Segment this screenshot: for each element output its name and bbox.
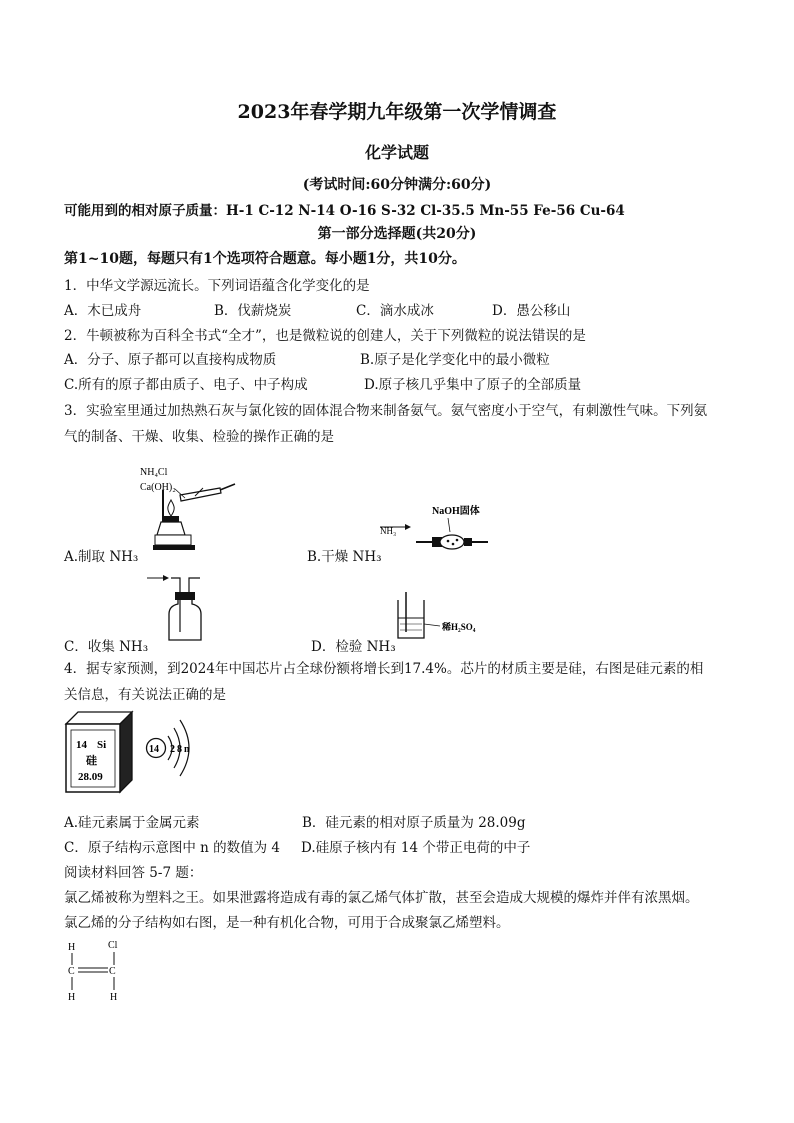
q2-option-d: D.原子核几乎集中了原子的全部质量	[364, 377, 582, 393]
mol-atom-h-top: H	[68, 942, 76, 953]
q4-option-a: A.硅元素属于金属元素	[64, 815, 200, 831]
silicon-atom-diagram	[144, 712, 204, 782]
q1-option-d: D．愚公移山	[492, 303, 571, 319]
atom-shell-2: 8	[177, 744, 182, 755]
exam-info: (考试时间:60分钟满分:60分)	[302, 177, 492, 193]
element-number: 14	[76, 739, 87, 751]
vinyl-chloride-structure	[64, 938, 134, 1006]
reading-line2: 氯乙烯的分子结构如右图，是一种有机化合物，可用于合成聚氯乙烯塑料。	[64, 915, 510, 931]
q3-option-b: B.干燥 NH₃	[307, 549, 382, 565]
fig-b-gas-label: NH₃	[380, 526, 397, 536]
q4-stem-line1: 4．据专家预测，到2024年中国芯片占全球份额将增长到17.4%。芯片的材质主要是硅，右图是硅元素的相	[64, 661, 704, 677]
instructions: 第1~10题，每题只有1个选项符合题意。每小题1分，共10分。	[64, 251, 466, 267]
part-title: 第一部分选择题(共20分)	[317, 226, 477, 242]
q1-option-c: C．滴水成冰	[356, 303, 434, 319]
q1-option-a: A．木已成舟	[64, 303, 142, 319]
q3-stem-line1: 3．实验室里通过加热熟石灰与氯化铵的固体混合物来制备氨气。氨气密度小于空气，有刺激性气味。下列氨	[64, 403, 708, 419]
q2-option-a: A．分子、原子都可以直接构成物质	[64, 352, 277, 368]
q3-option-c: C．收集 NH₃	[64, 639, 149, 655]
mol-atom-h-bottom-left: H	[68, 992, 76, 1003]
atom-shell-1: 2	[170, 744, 175, 755]
figure-a-heating-apparatus	[135, 460, 245, 555]
figure-d-beaker	[396, 590, 486, 642]
atom-nucleus-charge: 14	[149, 744, 159, 755]
element-mass: 28.09	[78, 771, 103, 783]
reading-line1: 氯乙烯被称为塑料之王。如果泄露将造成有毒的氯乙烯气体扩散，甚至会造成大规模的爆炸并伴有浓黑烟。	[64, 890, 699, 906]
fig-d-acid-label: 稀H₂SO₄	[442, 622, 476, 632]
q4-stem-line2: 关信息，有关说法正确的是	[64, 687, 226, 703]
silicon-element-card	[64, 710, 134, 794]
fig-a-reagent2: Ca(OH)₂	[140, 482, 176, 493]
mol-atom-cl: Cl	[108, 940, 118, 951]
element-name: 硅	[86, 755, 97, 767]
fig-a-reagent1: NH₄Cl	[140, 467, 168, 478]
q2-stem: 2．牛顿被称为百科全书式“全才”，也是微粒说的创建人，关于下列微粒的说法错误的是	[64, 328, 586, 344]
element-symbol: Si	[97, 739, 107, 751]
q4-option-b: B．硅元素的相对原子质量为 28.09g	[302, 815, 526, 831]
q1-option-b: B．伐薪烧炭	[214, 303, 292, 319]
figure-c-gas-bottle	[145, 572, 215, 644]
figure-b-drying-tube	[380, 502, 500, 552]
fig-b-drying-agent: NaOH固体	[432, 506, 480, 517]
q3-stem-line2: 气的制备、干燥、收集、检验的操作正确的是	[64, 429, 334, 445]
exam-title: 2023年春学期九年级第一次学情调查	[237, 101, 557, 123]
subject-title: 化学试题	[364, 143, 429, 162]
reading-intro: 阅读材料回答 5-7 题：	[64, 865, 203, 881]
q4-option-d: D.硅原子核内有 14 个带正电荷的中子	[301, 840, 531, 856]
atomic-masses: 可能用到的相对原子质量：H-1 C-12 N-14 O-16 S-32 Cl-35.5 Mn-55 Fe-56 Cu-64	[64, 203, 625, 219]
q4-option-c: C．原子结构示意图中 n 的数值为 4	[64, 840, 280, 856]
q1-stem: 1．中华文学源远流长。下列词语蕴含化学变化的是	[64, 278, 370, 294]
mol-atom-c1: C	[68, 966, 75, 977]
mol-atom-c2: C	[109, 966, 116, 977]
q3-option-a: A.制取 NH₃	[64, 549, 139, 565]
atom-shell-3: n	[184, 744, 190, 755]
mol-atom-h-bottom-right: H	[110, 992, 118, 1003]
q2-option-b: B.原子是化学变化中的最小微粒	[360, 352, 550, 368]
q2-option-c: C.所有的原子都由质子、电子、中子构成	[64, 377, 308, 393]
q3-option-d: D．检验 NH₃	[311, 639, 396, 655]
